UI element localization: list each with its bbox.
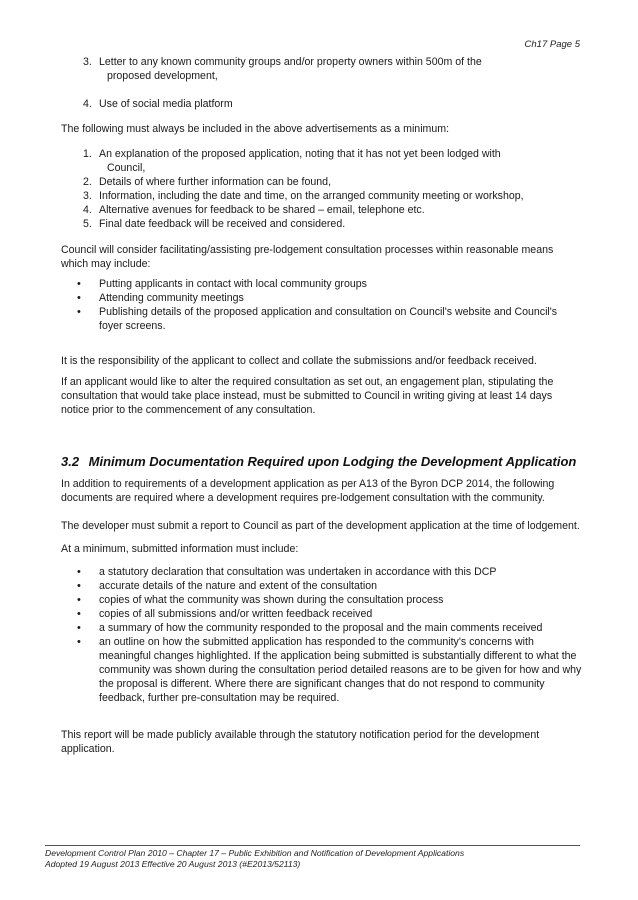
bullet-text: a statutory declaration that consultation was undertaken in accordance with this DCP (99, 566, 497, 578)
list-item-continuation: Council, (107, 162, 146, 174)
list-item-continuation: proposed development, (107, 70, 218, 82)
bullet-item (61, 579, 583, 593)
list-item (61, 55, 583, 83)
list-item-text: Final date feedback will be received and considered. (99, 218, 346, 230)
list-item (61, 97, 583, 111)
footer-line-adopted: Adopted 19 August 2013 Effective 20 August 2013 (#E2013/52113) (45, 859, 301, 869)
bullet-glyph: • (77, 566, 81, 578)
submission-info-bullets (61, 565, 583, 705)
bullet-text: Putting applicants in contact with local community groups (99, 278, 367, 290)
list-number: 5. (83, 218, 92, 230)
list-number: 3. (83, 190, 92, 202)
bullet-item (61, 593, 583, 607)
bullet-item (61, 291, 583, 305)
list-number: 1. (83, 148, 92, 160)
bullet-text: copies of all submissions and/or written feedback received (99, 608, 373, 620)
paragraph-responsibility: It is the responsibility of the applicant to collect and collate the submissions and/or feedback received. (61, 355, 537, 367)
bullet-item (61, 621, 583, 635)
advertisement-minimum-list (61, 147, 583, 231)
bullet-text: copies of what the community was shown during the consultation process (99, 594, 444, 606)
bullet-text: a summary of how the community responded to the proposal and the main comments received (99, 622, 543, 634)
bullet-glyph: • (77, 636, 81, 648)
bullet-glyph: • (77, 306, 81, 318)
paragraph-alter-consultation: If an applicant would like to alter the required consultation as set out, an engagement plan, stipulating the consultation that would take place instead, must be submitted to Council in writing giving at least 14 days notice prior to the commencement of any consultation. (61, 376, 554, 416)
footer-line-title: Development Control Plan 2010 – Chapter 17 – Public Exhibition and Notification of Development Applications (45, 848, 465, 858)
paragraph-developer: The developer must submit a report to Council as part of the development application at the time of lodgement. (61, 520, 580, 532)
list-item (61, 203, 583, 217)
list-number: 4. (83, 98, 92, 110)
section-title: Minimum Documentation Required upon Lodging the Development Application (88, 454, 577, 469)
list-item-text: Alternative avenues for feedback to be shared – email, telephone etc. (99, 204, 425, 216)
list-item-text: An explanation of the proposed application, noting that it has not yet been lodged with (99, 148, 501, 160)
list-number: 4. (83, 204, 92, 216)
bullet-text: accurate details of the nature and extent of the consultation (99, 580, 377, 592)
bullet-glyph: • (77, 608, 81, 620)
paragraph-report: This report will be made publicly available through the statutory notification period for the development application. (61, 729, 540, 755)
list-item-text: Letter to any known community groups and/or property owners within 500m of the (99, 56, 482, 68)
list-number: 3. (83, 56, 92, 68)
page-number-header: Ch17 Page 5 (524, 39, 580, 50)
page-footer (45, 845, 580, 870)
section-heading (61, 454, 583, 470)
list-item (61, 189, 583, 203)
paragraph-at-minimum: At a minimum, submitted information must include: (61, 543, 299, 555)
bullet-text: an outline on how the submitted application has responded to the community's concerns with meaningful changes highlighted. If the application being submitted is substantially different to what the community was shown during the consultation period detailed reasons are to be given for how and why the proposal is different. Where there are significant changes that do not respond to community feedback, further pre-consultation may be required. (99, 636, 582, 704)
bullet-glyph: • (77, 292, 81, 304)
list-number: 2. (83, 176, 92, 188)
notification-list-continued (61, 55, 583, 111)
list-item (61, 175, 583, 189)
list-item-text: Details of where further information can be found, (99, 176, 332, 188)
bullet-item (61, 305, 583, 333)
bullet-item (61, 277, 583, 291)
paragraph-council: Council will consider facilitating/assisting pre-lodgement consultation processes within reasonable means which may include: (61, 244, 554, 270)
bullet-item (61, 607, 583, 621)
page-content (61, 55, 583, 756)
paragraph-addition: In addition to requirements of a development application as per A13 of the Byron DCP 2014, the following documents are required where a development requires pre-lodgement consultation with the community. (61, 478, 555, 504)
bullet-glyph: • (77, 622, 81, 634)
bullet-glyph: • (77, 278, 81, 290)
section-number: 3.2 (61, 454, 80, 469)
bullet-glyph: • (77, 594, 81, 606)
list-item-text: Information, including the date and time, on the arranged community meeting or workshop, (99, 190, 524, 202)
bullet-text: Publishing details of the proposed application and consultation on Council's website and Council's foyer screens. (99, 306, 558, 332)
list-item-text: Use of social media platform (99, 98, 233, 110)
list-item (61, 217, 583, 231)
bullet-text: Attending community meetings (99, 292, 244, 304)
list-item (61, 147, 583, 175)
paragraph-minimum: The following must always be included in the above advertisements as a minimum: (61, 123, 450, 135)
council-assist-bullets (61, 277, 583, 333)
bullet-item (61, 565, 583, 579)
bullet-glyph: • (77, 580, 81, 592)
bullet-item (61, 635, 583, 705)
